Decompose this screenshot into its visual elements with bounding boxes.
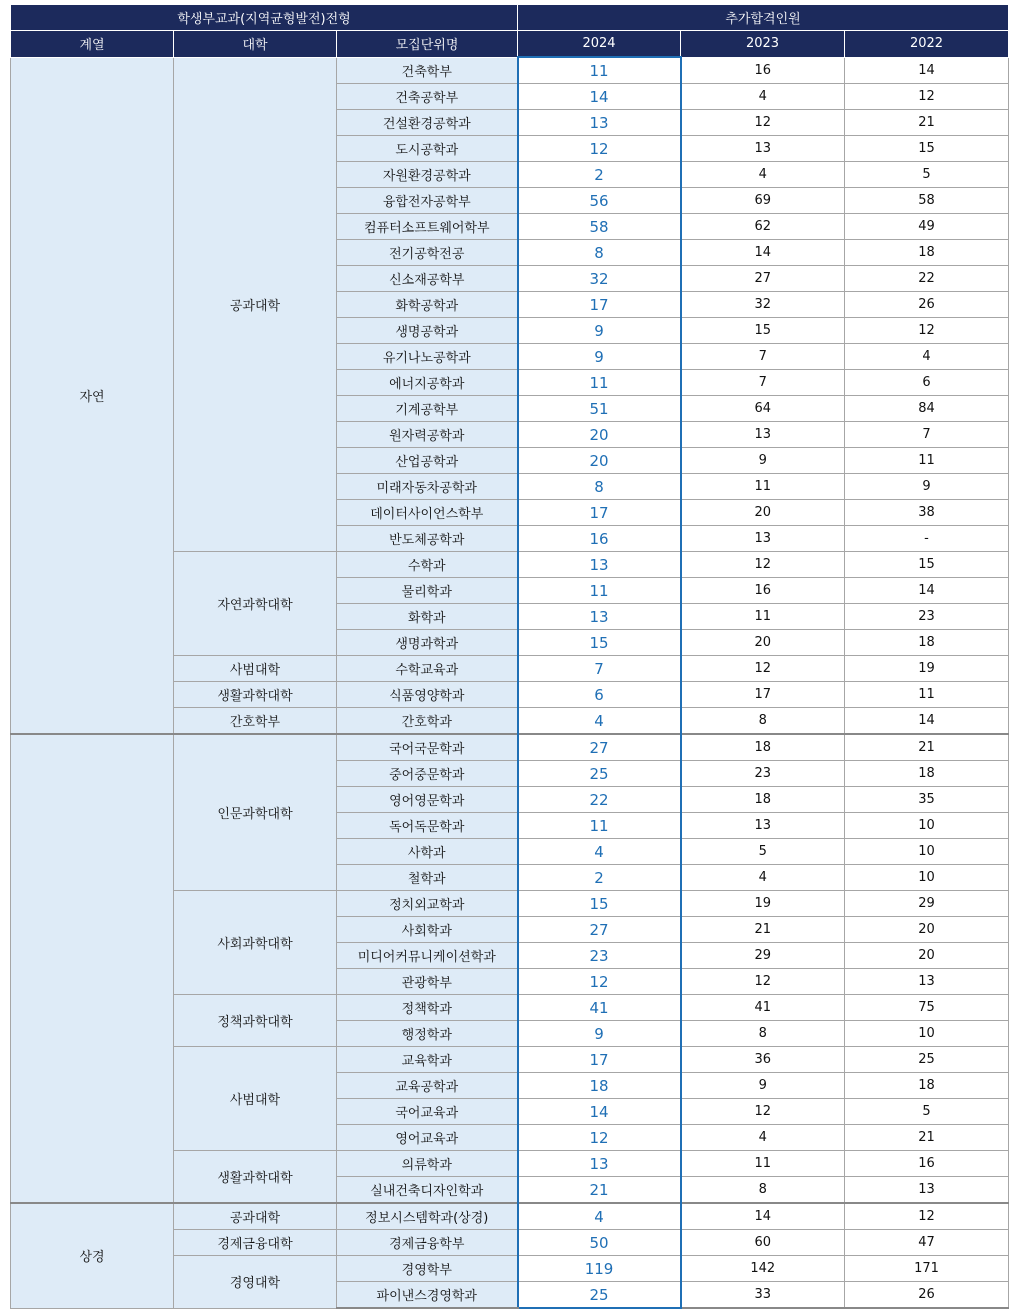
department-cell: 데이터사이언스학부 xyxy=(337,500,518,526)
value-2024-cell: 11 xyxy=(518,578,681,604)
value-2023-cell: 60 xyxy=(681,1230,845,1256)
value-2022-cell: 14 xyxy=(845,57,1009,84)
value-2023-cell: 20 xyxy=(681,630,845,656)
value-2022-cell: - xyxy=(845,526,1009,552)
value-2024-cell: 41 xyxy=(518,995,681,1021)
value-2024-cell: 25 xyxy=(518,761,681,787)
value-2023-cell: 12 xyxy=(681,552,845,578)
value-2024-cell: 4 xyxy=(518,708,681,735)
department-cell: 경제금융학부 xyxy=(337,1230,518,1256)
value-2022-cell: 9 xyxy=(845,474,1009,500)
college-cell: 생활과학대학 xyxy=(174,682,337,708)
value-2022-cell: 15 xyxy=(845,136,1009,162)
department-cell: 정책학과 xyxy=(337,995,518,1021)
extra-admission-title: 추가합격인원 xyxy=(518,5,1009,31)
value-2022-cell: 21 xyxy=(845,734,1009,761)
value-2024-cell: 32 xyxy=(518,266,681,292)
value-2023-cell: 12 xyxy=(681,656,845,682)
department-cell: 수학과 xyxy=(337,552,518,578)
value-2023-cell: 14 xyxy=(681,1203,845,1230)
value-2023-cell: 12 xyxy=(681,969,845,995)
value-2023-cell: 18 xyxy=(681,787,845,813)
value-2024-cell: 20 xyxy=(518,422,681,448)
department-cell: 경영학부 xyxy=(337,1256,518,1282)
value-2023-cell: 11 xyxy=(681,604,845,630)
department-cell: 신소재공학부 xyxy=(337,266,518,292)
value-2024-cell: 25 xyxy=(518,1282,681,1309)
value-2024-cell: 8 xyxy=(518,240,681,266)
value-2022-cell: 13 xyxy=(845,1177,1009,1204)
table-row xyxy=(11,57,1009,84)
college-cell: 사범대학 xyxy=(174,656,337,682)
college-cell: 자연과학대학 xyxy=(174,552,337,656)
value-2022-cell: 22 xyxy=(845,266,1009,292)
value-2023-cell: 18 xyxy=(681,734,845,761)
value-2023-cell: 11 xyxy=(681,474,845,500)
value-2023-cell: 7 xyxy=(681,344,845,370)
value-2024-cell: 17 xyxy=(518,1047,681,1073)
value-2022-cell: 47 xyxy=(845,1230,1009,1256)
department-cell: 영어영문학과 xyxy=(337,787,518,813)
value-2023-cell: 17 xyxy=(681,682,845,708)
department-cell: 사학과 xyxy=(337,839,518,865)
college-cell: 정책과학대학 xyxy=(174,995,337,1047)
value-2023-cell: 8 xyxy=(681,1021,845,1047)
column-header-department: 모집단위명 xyxy=(337,31,518,58)
value-2023-cell: 20 xyxy=(681,500,845,526)
field-cell: 상경 xyxy=(11,1203,174,1308)
value-2022-cell: 11 xyxy=(845,448,1009,474)
value-2023-cell: 8 xyxy=(681,1177,845,1204)
value-2024-cell: 58 xyxy=(518,214,681,240)
department-cell: 수학교육과 xyxy=(337,656,518,682)
value-2022-cell: 21 xyxy=(845,110,1009,136)
value-2023-cell: 4 xyxy=(681,865,845,891)
value-2022-cell: 29 xyxy=(845,891,1009,917)
department-cell: 국어국문학과 xyxy=(337,734,518,761)
value-2022-cell: 26 xyxy=(845,1282,1009,1309)
department-cell: 미래자동차공학과 xyxy=(337,474,518,500)
department-cell: 융합전자공학부 xyxy=(337,188,518,214)
value-2022-cell: 18 xyxy=(845,630,1009,656)
value-2023-cell: 36 xyxy=(681,1047,845,1073)
department-cell: 건축학부 xyxy=(337,57,518,84)
value-2024-cell: 8 xyxy=(518,474,681,500)
department-cell: 실내건축디자인학과 xyxy=(337,1177,518,1204)
value-2023-cell: 19 xyxy=(681,891,845,917)
value-2022-cell: 38 xyxy=(845,500,1009,526)
department-cell: 건설환경공학과 xyxy=(337,110,518,136)
value-2022-cell: 10 xyxy=(845,865,1009,891)
value-2023-cell: 12 xyxy=(681,110,845,136)
value-2024-cell: 56 xyxy=(518,188,681,214)
column-header-field: 계열 xyxy=(11,31,174,58)
value-2022-cell: 25 xyxy=(845,1047,1009,1073)
value-2023-cell: 12 xyxy=(681,1099,845,1125)
department-cell: 국어교육과 xyxy=(337,1099,518,1125)
value-2022-cell: 4 xyxy=(845,344,1009,370)
value-2023-cell: 9 xyxy=(681,448,845,474)
college-cell: 공과대학 xyxy=(174,57,337,552)
college-cell: 인문과학대학 xyxy=(174,734,337,891)
table-row xyxy=(11,1203,1009,1230)
department-cell: 식품영양학과 xyxy=(337,682,518,708)
value-2022-cell: 18 xyxy=(845,761,1009,787)
value-2022-cell: 12 xyxy=(845,1203,1009,1230)
value-2024-cell: 9 xyxy=(518,344,681,370)
value-2024-cell: 17 xyxy=(518,292,681,318)
value-2024-cell: 27 xyxy=(518,917,681,943)
table-row xyxy=(11,734,1009,761)
department-cell: 미디어커뮤니케이션학과 xyxy=(337,943,518,969)
value-2022-cell: 35 xyxy=(845,787,1009,813)
value-2023-cell: 41 xyxy=(681,995,845,1021)
value-2024-cell: 11 xyxy=(518,57,681,84)
value-2023-cell: 33 xyxy=(681,1282,845,1309)
college-cell: 공과대학 xyxy=(174,1203,337,1230)
value-2022-cell: 84 xyxy=(845,396,1009,422)
college-cell: 사범대학 xyxy=(174,1047,337,1151)
value-2022-cell: 18 xyxy=(845,1073,1009,1099)
value-2023-cell: 29 xyxy=(681,943,845,969)
value-2024-cell: 51 xyxy=(518,396,681,422)
college-cell: 경영대학 xyxy=(174,1256,337,1309)
value-2024-cell: 21 xyxy=(518,1177,681,1204)
department-cell: 의류학과 xyxy=(337,1151,518,1177)
value-2022-cell: 26 xyxy=(845,292,1009,318)
department-cell: 철학과 xyxy=(337,865,518,891)
value-2024-cell: 13 xyxy=(518,604,681,630)
value-2022-cell: 13 xyxy=(845,969,1009,995)
department-cell: 행정학과 xyxy=(337,1021,518,1047)
value-2022-cell: 10 xyxy=(845,839,1009,865)
department-cell: 도시공학과 xyxy=(337,136,518,162)
value-2023-cell: 13 xyxy=(681,136,845,162)
table-body xyxy=(11,57,1009,1308)
value-2024-cell: 6 xyxy=(518,682,681,708)
value-2022-cell: 10 xyxy=(845,1021,1009,1047)
department-cell: 산업공학과 xyxy=(337,448,518,474)
value-2022-cell: 14 xyxy=(845,708,1009,735)
value-2024-cell: 18 xyxy=(518,1073,681,1099)
column-header-2022: 2022 xyxy=(845,31,1009,58)
value-2023-cell: 13 xyxy=(681,813,845,839)
field-cell xyxy=(11,734,174,1203)
department-cell: 생명공학과 xyxy=(337,318,518,344)
department-cell: 독어독문학과 xyxy=(337,813,518,839)
track-title: 학생부교과(지역균형발전)전형 xyxy=(11,5,518,31)
value-2024-cell: 22 xyxy=(518,787,681,813)
department-cell: 에너지공학과 xyxy=(337,370,518,396)
department-cell: 생명과학과 xyxy=(337,630,518,656)
value-2023-cell: 142 xyxy=(681,1256,845,1282)
value-2023-cell: 23 xyxy=(681,761,845,787)
value-2023-cell: 13 xyxy=(681,526,845,552)
value-2024-cell: 13 xyxy=(518,110,681,136)
value-2022-cell: 171 xyxy=(845,1256,1009,1282)
value-2023-cell: 64 xyxy=(681,396,845,422)
value-2024-cell: 23 xyxy=(518,943,681,969)
value-2022-cell: 75 xyxy=(845,995,1009,1021)
value-2024-cell: 15 xyxy=(518,630,681,656)
college-cell: 간호학부 xyxy=(174,708,337,735)
department-cell: 기계공학부 xyxy=(337,396,518,422)
value-2024-cell: 9 xyxy=(518,318,681,344)
department-cell: 정치외교학과 xyxy=(337,891,518,917)
department-cell: 중어중문학과 xyxy=(337,761,518,787)
value-2023-cell: 13 xyxy=(681,422,845,448)
value-2024-cell: 12 xyxy=(518,136,681,162)
value-2022-cell: 12 xyxy=(845,84,1009,110)
college-cell: 생활과학대학 xyxy=(174,1151,337,1204)
department-cell: 관광학부 xyxy=(337,969,518,995)
value-2024-cell: 7 xyxy=(518,656,681,682)
department-cell: 자원환경공학과 xyxy=(337,162,518,188)
value-2024-cell: 16 xyxy=(518,526,681,552)
value-2023-cell: 4 xyxy=(681,1125,845,1151)
value-2023-cell: 16 xyxy=(681,578,845,604)
value-2022-cell: 16 xyxy=(845,1151,1009,1177)
value-2024-cell: 12 xyxy=(518,969,681,995)
department-cell: 컴퓨터소프트웨어학부 xyxy=(337,214,518,240)
value-2022-cell: 23 xyxy=(845,604,1009,630)
value-2023-cell: 15 xyxy=(681,318,845,344)
value-2022-cell: 14 xyxy=(845,578,1009,604)
value-2024-cell: 12 xyxy=(518,1125,681,1151)
column-header-2023: 2023 xyxy=(681,31,845,58)
value-2024-cell: 119 xyxy=(518,1256,681,1282)
value-2024-cell: 14 xyxy=(518,1099,681,1125)
value-2023-cell: 8 xyxy=(681,708,845,735)
value-2023-cell: 4 xyxy=(681,162,845,188)
value-2023-cell: 27 xyxy=(681,266,845,292)
college-cell: 경제금융대학 xyxy=(174,1230,337,1256)
value-2023-cell: 16 xyxy=(681,57,845,84)
value-2023-cell: 5 xyxy=(681,839,845,865)
value-2023-cell: 7 xyxy=(681,370,845,396)
value-2024-cell: 15 xyxy=(518,891,681,917)
admission-table-container xyxy=(10,4,1009,1309)
department-cell: 파이낸스경영학과 xyxy=(337,1282,518,1309)
value-2024-cell: 11 xyxy=(518,370,681,396)
value-2022-cell: 5 xyxy=(845,1099,1009,1125)
value-2022-cell: 20 xyxy=(845,917,1009,943)
department-cell: 유기나노공학과 xyxy=(337,344,518,370)
value-2024-cell: 20 xyxy=(518,448,681,474)
value-2024-cell: 14 xyxy=(518,84,681,110)
department-cell: 원자력공학과 xyxy=(337,422,518,448)
value-2024-cell: 4 xyxy=(518,839,681,865)
value-2024-cell: 11 xyxy=(518,813,681,839)
value-2023-cell: 21 xyxy=(681,917,845,943)
department-cell: 화학공학과 xyxy=(337,292,518,318)
value-2024-cell: 13 xyxy=(518,1151,681,1177)
value-2022-cell: 6 xyxy=(845,370,1009,396)
department-cell: 물리학과 xyxy=(337,578,518,604)
value-2022-cell: 15 xyxy=(845,552,1009,578)
value-2022-cell: 12 xyxy=(845,318,1009,344)
value-2023-cell: 4 xyxy=(681,84,845,110)
value-2023-cell: 14 xyxy=(681,240,845,266)
value-2023-cell: 32 xyxy=(681,292,845,318)
value-2022-cell: 21 xyxy=(845,1125,1009,1151)
column-header-college: 대학 xyxy=(174,31,337,58)
department-cell: 반도체공학과 xyxy=(337,526,518,552)
value-2024-cell: 50 xyxy=(518,1230,681,1256)
admission-table xyxy=(10,4,1009,1309)
value-2023-cell: 62 xyxy=(681,214,845,240)
value-2022-cell: 5 xyxy=(845,162,1009,188)
value-2022-cell: 49 xyxy=(845,214,1009,240)
value-2022-cell: 20 xyxy=(845,943,1009,969)
department-cell: 영어교육과 xyxy=(337,1125,518,1151)
department-cell: 정보시스템학과(상경) xyxy=(337,1203,518,1230)
value-2024-cell: 13 xyxy=(518,552,681,578)
value-2023-cell: 9 xyxy=(681,1073,845,1099)
value-2022-cell: 19 xyxy=(845,656,1009,682)
value-2022-cell: 18 xyxy=(845,240,1009,266)
college-cell: 사회과학대학 xyxy=(174,891,337,995)
value-2024-cell: 9 xyxy=(518,1021,681,1047)
department-cell: 사회학과 xyxy=(337,917,518,943)
header-row-top xyxy=(11,5,1009,31)
value-2022-cell: 7 xyxy=(845,422,1009,448)
department-cell: 간호학과 xyxy=(337,708,518,735)
field-cell: 자연 xyxy=(11,57,174,734)
value-2024-cell: 4 xyxy=(518,1203,681,1230)
department-cell: 화학과 xyxy=(337,604,518,630)
value-2022-cell: 58 xyxy=(845,188,1009,214)
header-row-columns xyxy=(11,31,1009,58)
value-2024-cell: 27 xyxy=(518,734,681,761)
value-2023-cell: 69 xyxy=(681,188,845,214)
column-header-2024: 2024 xyxy=(518,31,681,58)
department-cell: 교육공학과 xyxy=(337,1073,518,1099)
value-2024-cell: 2 xyxy=(518,865,681,891)
department-cell: 전기공학전공 xyxy=(337,240,518,266)
value-2022-cell: 10 xyxy=(845,813,1009,839)
value-2023-cell: 11 xyxy=(681,1151,845,1177)
department-cell: 건축공학부 xyxy=(337,84,518,110)
value-2024-cell: 2 xyxy=(518,162,681,188)
value-2022-cell: 11 xyxy=(845,682,1009,708)
department-cell: 교육학과 xyxy=(337,1047,518,1073)
value-2024-cell: 17 xyxy=(518,500,681,526)
